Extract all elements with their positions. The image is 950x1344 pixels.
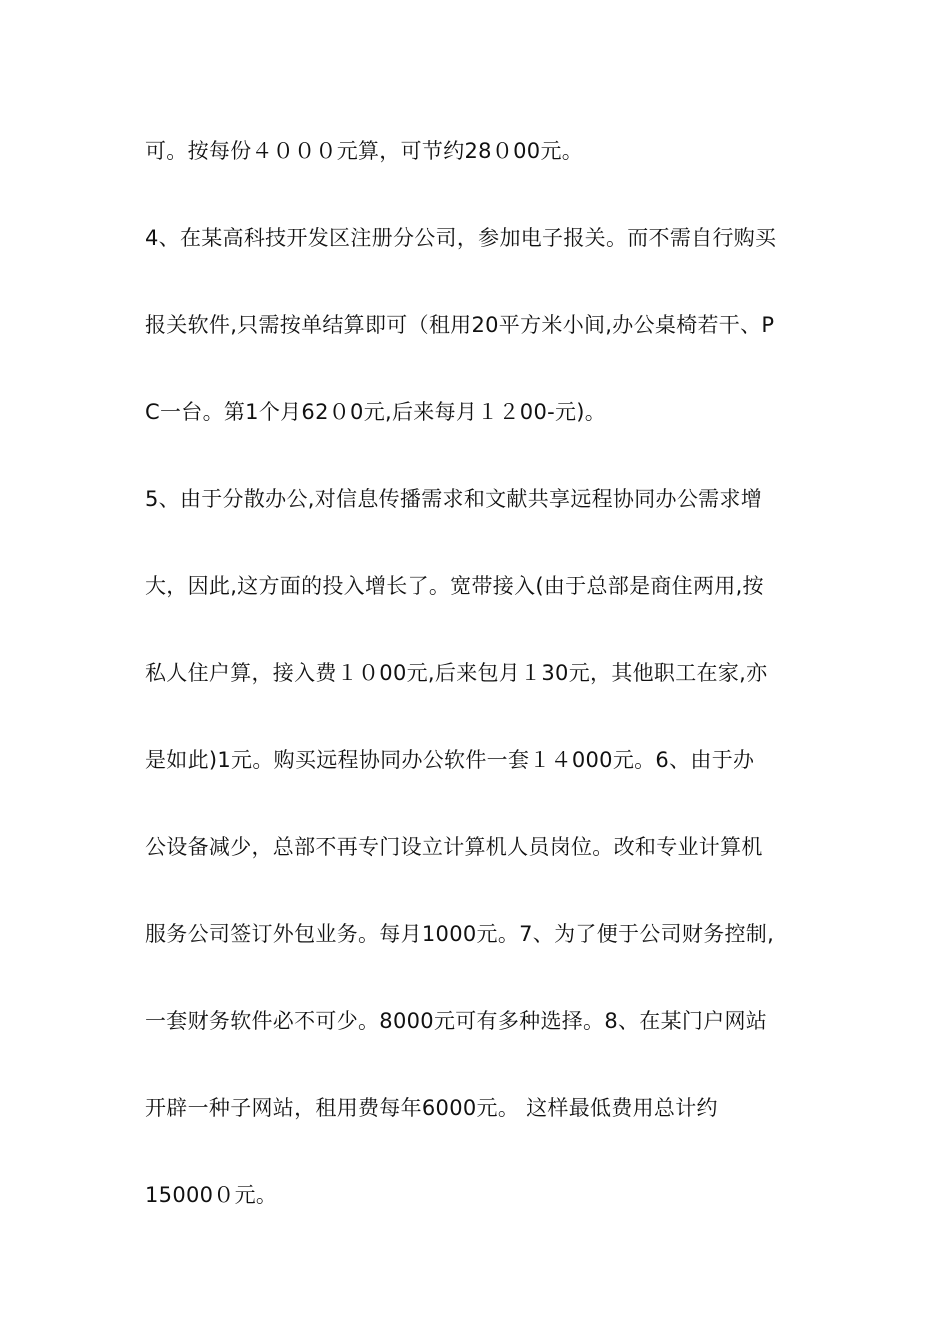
text-line: 服务公司签订外包业务。每月1000元。7、为了便于公司财务控制, bbox=[145, 922, 775, 946]
text-line: 可。按每份４０００元算，可节约28０00元。 bbox=[145, 139, 584, 163]
text-line: 大，因此,这方面的投入增长了。宽带接入(由于总部是商住两用,按 bbox=[145, 574, 764, 598]
text-line: C一台。第1个月62０0元,后来每月１２00-元)。 bbox=[145, 400, 607, 424]
text-line: 开辟一种子网站，租用费每年6000元。 这样最低费用总计约 bbox=[145, 1096, 718, 1120]
text-line: 公设备减少，总部不再专门设立计算机人员岗位。改和专业计算机 bbox=[145, 835, 763, 859]
text-line: 私人住户算，接入费１０00元,后来包月１30元，其他职工在家,亦 bbox=[145, 661, 768, 685]
text-line: 5、由于分散办公,对信息传播需求和文献共享远程协同办公需求增 bbox=[145, 487, 763, 511]
text-line: 一套财务软件必不可少。8000元可有多种选择。8、在某门户网站 bbox=[145, 1009, 768, 1033]
text-line: 15000０元。 bbox=[145, 1183, 278, 1207]
text-line: 是如此)1元。购买远程协同办公软件一套１４000元。6、由于办 bbox=[145, 748, 755, 772]
text-line: 报关软件,只需按单结算即可（租用20平方米小间,办公桌椅若干、P bbox=[145, 313, 775, 337]
text-line: 4、在某高科技开发区注册分公司，参加电子报关。而不需自行购买 bbox=[145, 226, 777, 250]
